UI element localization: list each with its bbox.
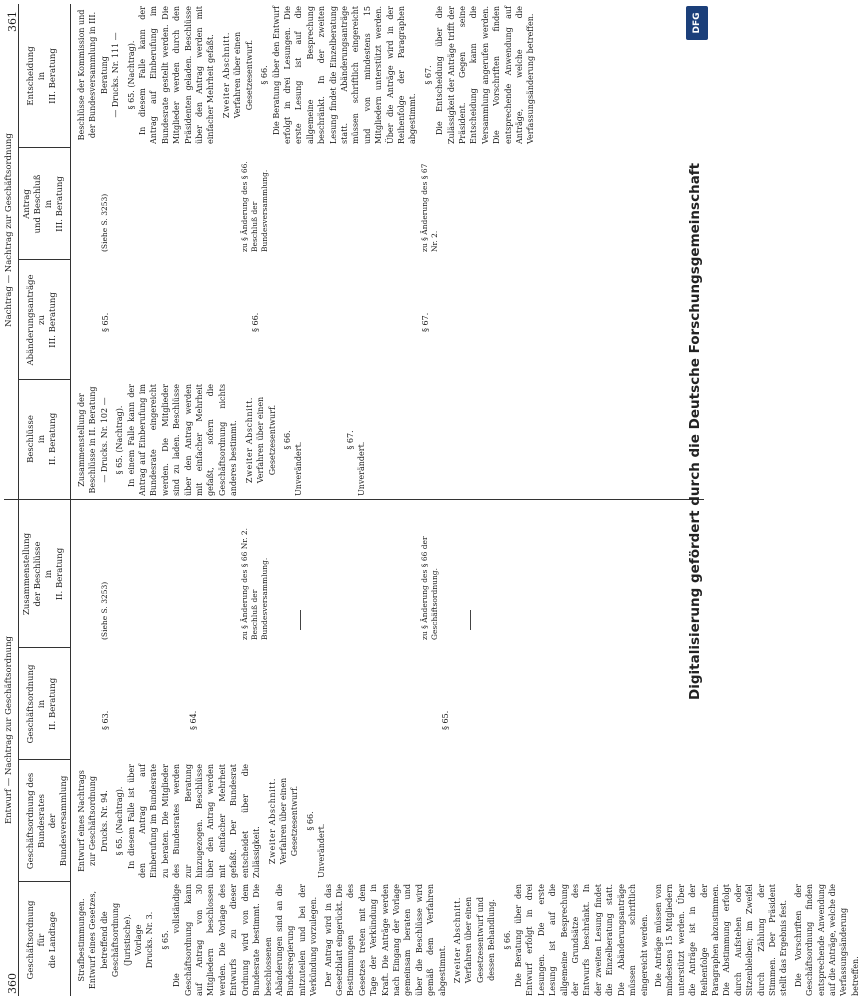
column-2-body: [76, 764, 331, 878]
section-heading: Zweiter Abschnitt.: [453, 896, 462, 984]
sub-heading: — Drucks. Nr. 111 —: [111, 32, 121, 118]
column-heading: Strafbestimmungen. Entwurf eines Gesetzes, betreffend die Geschäftsordnung (Juristische).: [77, 890, 132, 990]
dfg-logo: DFG: [686, 6, 708, 40]
paragraph: In diesem Falle ist über den Antrag auf Einberufung im Bundesrate zu beraten. Die Mitglieder des Bundesrates werden zur Beratung hinzugezogen. Beschlüsse über den Antrag werden mit einfacher Mehrheit gefaßt. Der Bundesrat entscheidet über die Zulässigkeit.: [126, 764, 262, 878]
margin-note: zu § Änderung des § 66. Beschluß der Bundesversammlung.: [240, 161, 269, 252]
section-number: § 67.: [345, 430, 355, 450]
column-header: Entscheidung in III. Beratung: [26, 46, 58, 106]
column-header: Geschäftsordnung in II. Beratung: [26, 664, 58, 744]
paragraph: Die Anträge müssen von mindestens 15 Mitgliedern unterstützt werden. Über die Anträge ist in der Reihenfolge der Paragraphen abzustimmen. Die Abstimmung erfolgt durch Aufstehen oder Sitzenbleiben; im Zweifel durch Zählung der Stimmen. Der Präsident stellt das Ergebnis fest.: [653, 884, 789, 996]
section-ref: § 65.: [441, 710, 450, 730]
margin-note: (Siehe S. 3253): [100, 581, 109, 640]
header-bottom-rule: [70, 4, 71, 996]
section-ref: § 63.: [101, 710, 110, 730]
column-rule: [18, 259, 70, 260]
column-rule: [18, 881, 70, 882]
section-heading: Zweiter Abschnitt.: [244, 396, 254, 484]
dash: [300, 610, 301, 630]
unchanged-note: Unverändert.: [294, 441, 304, 496]
margin-note: zu § Änderung des § 67 Nr. 2.: [420, 163, 439, 252]
sub-heading: Drucks. Nr. 94.: [99, 790, 109, 852]
dash: [470, 610, 471, 630]
column-heading: Beschlüsse der Kommission und der Bundesversammlung in III. Beratung: [77, 9, 109, 141]
section-ref: § 64.: [189, 710, 198, 730]
column-1-body: [76, 884, 864, 996]
unchanged-note: Unverändert.: [357, 441, 367, 496]
column-heading: Entwurf eines Nachtrags zur Geschäftsordnung: [77, 770, 98, 872]
section-number: § 66.: [305, 811, 315, 831]
dfg-attribution-text: Digitalisierung gefördert durch die Deutsche Forschungsgemeinschaft: [687, 162, 703, 700]
section-number: § 66.: [260, 65, 270, 85]
section-subheading: Verfahren über einen Gesetzesentwurf.: [233, 31, 254, 119]
section-ref: § 66.: [251, 312, 260, 332]
section-ref: § 67.: [421, 312, 430, 332]
margin-note: (Siehe S. 3253): [100, 193, 109, 252]
column-rule: [18, 379, 70, 380]
section-ref: § 65.: [101, 312, 110, 332]
column-rule: [18, 147, 70, 148]
paragraph: Die Beratung über den Entwurf erfolgt in drei Lesungen. Die erste Lesung ist auf die allgemeine Besprechung beschränkt. In der zweiten Lesung findet die Einzelberatung statt. Abänderungsanträge müssen schriftlich eingereicht und von mindestens 15 Mitgliedern unterstützt werden. Über die Anträge wird in der Reihenfolge der Paragraphen abgestimmt.: [271, 6, 418, 144]
column-header: Geschäftsordnung des Bundesrates der Bundesversammlung: [26, 772, 69, 870]
section-number: § 65. (Nachtrag).: [115, 786, 125, 856]
section-subheading: Verfahren über einen Gesetzesentwurf und dessen Behandlung.: [464, 896, 497, 984]
paragraph: Die Entscheidung über die Zulässigkeit der Anträge trifft der Präsident. Gegen seine Entscheidung kann die Versammlung angerufen werden. Die Vorschriften finden entsprechende Anwendung auf Anträge, welche die Verfassungsänderung betreffen.: [435, 6, 536, 144]
paragraph: In diesem Falle kann der Antrag auf Einberufung im Bundesrate gestellt werden. Die Mitglieder werden durch den Präsidenten geladen. Beschlüsse über den Antrag werden mit einfacher Mehrheit gefaßt.: [138, 6, 216, 144]
sub-heading: Vorlage: [134, 924, 144, 956]
section-number: § 65. (Nachtrag).: [126, 40, 136, 110]
sub-heading: Drucks. Nr. 3.: [145, 911, 155, 969]
top-rule: [18, 4, 19, 996]
section-heading: Zweiter Abschnitt.: [221, 31, 231, 119]
page-number-left: 360: [6, 973, 19, 994]
section-number: § 65. (Nachtrag).: [115, 405, 125, 475]
paragraph: Die Vorschriften der Geschäftsordnung finden entsprechende Anwendung auf die Anträge, welche die Verfassungsänderung betreffen.: [793, 884, 860, 996]
section-number: § 66.: [502, 930, 512, 950]
margin-note: zu § Änderung des § 66 der Geschäftsordnung.: [420, 536, 439, 640]
paragraph: Der Antrag wird in das Gesetzblatt eingerückt. Die Bestimmungen des Gesetzes treten mit dem Tage der Verkündung in Kraft. Die Anträge werden nach Eingang der Vorlage gemeinsam beraten und über die Beschlüsse wird gemäß dem Verfahren abgestimmt.: [323, 884, 447, 996]
paragraph: Die Beratung über den Entwurf erfolgt in drei Lesungen. Die erste Lesung ist auf die allgemeine Besprechung der Grundsätze des Entwurfs beschränkt. In der zweiten Lesung findet die Einzelberatung statt. Die Abänderungsanträge müssen schriftlich eingereicht werden.: [514, 884, 649, 996]
column-header: Zusammenstellung der Beschlüsse in II. Beratung: [22, 532, 65, 616]
column-rule: [18, 759, 70, 760]
section-subheading: Verfahren über einen Gesetzesentwurf.: [278, 777, 300, 865]
section-subheading: Verfahren über einen Gesetzesentwurf.: [256, 396, 277, 484]
column-8-body: [76, 6, 540, 144]
paragraph: In einem Falle kann der Antrag auf Einberufung im Bundesrate eingereicht werden. Die Mitglieder sind zu laden. Beschlüsse über den Antrag werden mit einfacher Mehrheit gefaßt, sofern die Geschäftsordnung nichts anderes bestimmt.: [126, 384, 239, 496]
column-header: Geschäftsordnung für die Landtage: [26, 900, 58, 980]
dfg-sidebar: [680, 0, 710, 1000]
unchanged-note: Unverändert.: [317, 823, 327, 878]
page-number-right: 361: [6, 11, 19, 32]
running-head-right: Nachtrag — Nachtrag zur Geschäftsordnung: [4, 133, 14, 327]
running-head-left: Entwurf — Nachtrag zur Geschäftsordnung: [4, 636, 14, 825]
page-gutter-rule: [4, 499, 704, 500]
section-number: § 66.: [282, 430, 292, 450]
section-heading: Zweiter Abschnitt.: [267, 777, 277, 865]
section-number: § 65.: [160, 930, 170, 950]
column-header: Beschlüsse in II. Beratung: [26, 412, 58, 466]
margin-note: zu § Änderung des § 66 Nr. 2. Beschluß der Bundesversammlung.: [240, 528, 269, 640]
column-header: Antrag und Beschluß in III. Beratung: [22, 174, 65, 234]
section-number: § 67.: [423, 65, 433, 85]
paragraph: Die vollständige Geschäftsordnung kann auf Antrag von 30 Mitgliedern beschlossen werden. Die Vorlage des Entwurfs zu dieser Ordnung wird von dem Bundesrate bestimmt. Die beschlossenen Abänderungen sind an die Bundesregierung mitzuteilen und bei der Verkündung vorzulegen.: [172, 884, 319, 996]
column-5-body: [76, 384, 371, 496]
column-heading: Zusammenstellung der Beschlüsse in II. Beratung: [77, 386, 98, 494]
column-rule: [18, 647, 70, 648]
column-header: Abänderungsanträge zu III. Beratung: [26, 274, 58, 366]
sub-heading: — Drucks. Nr. 102 —: [99, 397, 109, 483]
